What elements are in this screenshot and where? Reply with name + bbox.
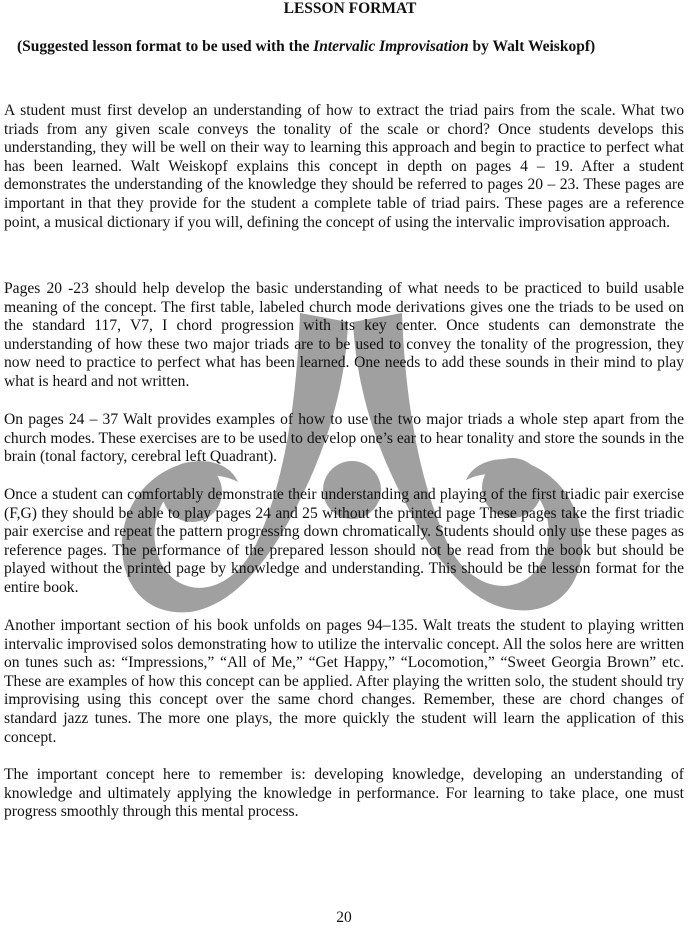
paragraph-pages-94-135: Another important section of his book unfolds on pages 94–135. Walt treats the student to playing written intervalic improvised solos demonstrating how to utilize the intervalic concept. All the solos here are written on tunes such as: “Impressions,” “All of Me,” “Get Happy,” “Locomotion,” “Sweet Georgia Brown” etc. These are examples of how this concept can be applied. After playing the written solo, the student should try improvising using this concept over the same chord changes. Remember, these are chord changes of standard jazz tunes. The more one plays, the more quickly the student will learn the application of this concept. xyxy=(4,617,684,746)
paragraph-triad-pairs: A student must first develop an understanding of how to extract the triad pairs from the scale. What two triads from any given scale conveys the tonality of the scale or chord? Once students develops this understanding, they will be well on their way to learning this approach and begin to practice to perfect what has been learned. Walt Weiskopf explains this concept in depth on pages 4 – 19. After a student demonstrates the understanding of the knowledge they should be referred to pages 20 – 23. These pages are important in that they provide for the student a complete table of triad pairs. These pages are a reference point, a musical dictionary if you will, defining the concept of using the intervalic improvisation approach. xyxy=(4,102,684,231)
paragraph-pages-20-23: Pages 20 -23 should help develop the basic understanding of what needs to be practiced to build usable meaning of the concept. The first table, labeled church mode derivations gives one the triads to be used on the standard 117, V7, I chord progression with its key center. Once students can demonstrate the understanding of how these two major triads are to be used to convey the tonality of the progression, they now need to practice to perfect what has been learned. One needs to add these sounds in their mind to play what is heard and not written. xyxy=(4,280,684,390)
paragraph-important-concept: The important concept here to remember is: developing knowledge, developing an understanding of knowledge and ultimately applying the knowledge in performance. For learning to take place, one must progress smoothly through this mental process. xyxy=(4,766,684,821)
paragraph-pages-24-37: On pages 24 – 37 Walt provides examples of how to use the two major triads a whole step apart from the church modes. These exercises are to be used to develop one’s ear to hear tonality and store the sounds in the brain (tonal factory, cerebral left Quadrant). xyxy=(4,411,684,466)
page-title: LESSON FORMAT xyxy=(283,0,417,17)
subtitle-prefix: (Suggested lesson format to be used with the xyxy=(17,38,314,55)
subtitle-suffix: by Walt Weiskopf) xyxy=(468,38,596,55)
paragraph-first-triadic-pair: Once a student can comfortably demonstrate their understanding and playing of the first triadic pair exercise (F,G) they should be able to play pages 24 and 25 without the printed page These pages take the first triadic pair exercise and repeat the pattern progressing down chromatically. Students should only use these pages as reference pages. The performance of the prepared lesson should not be read from the book but should be played without the printed page by knowledge and understanding. This should be the lesson format for the entire book. xyxy=(4,486,684,596)
page-number: 20 xyxy=(336,909,352,926)
book-title: Intervalic Improvisation xyxy=(313,38,469,55)
page-subtitle xyxy=(17,38,595,56)
